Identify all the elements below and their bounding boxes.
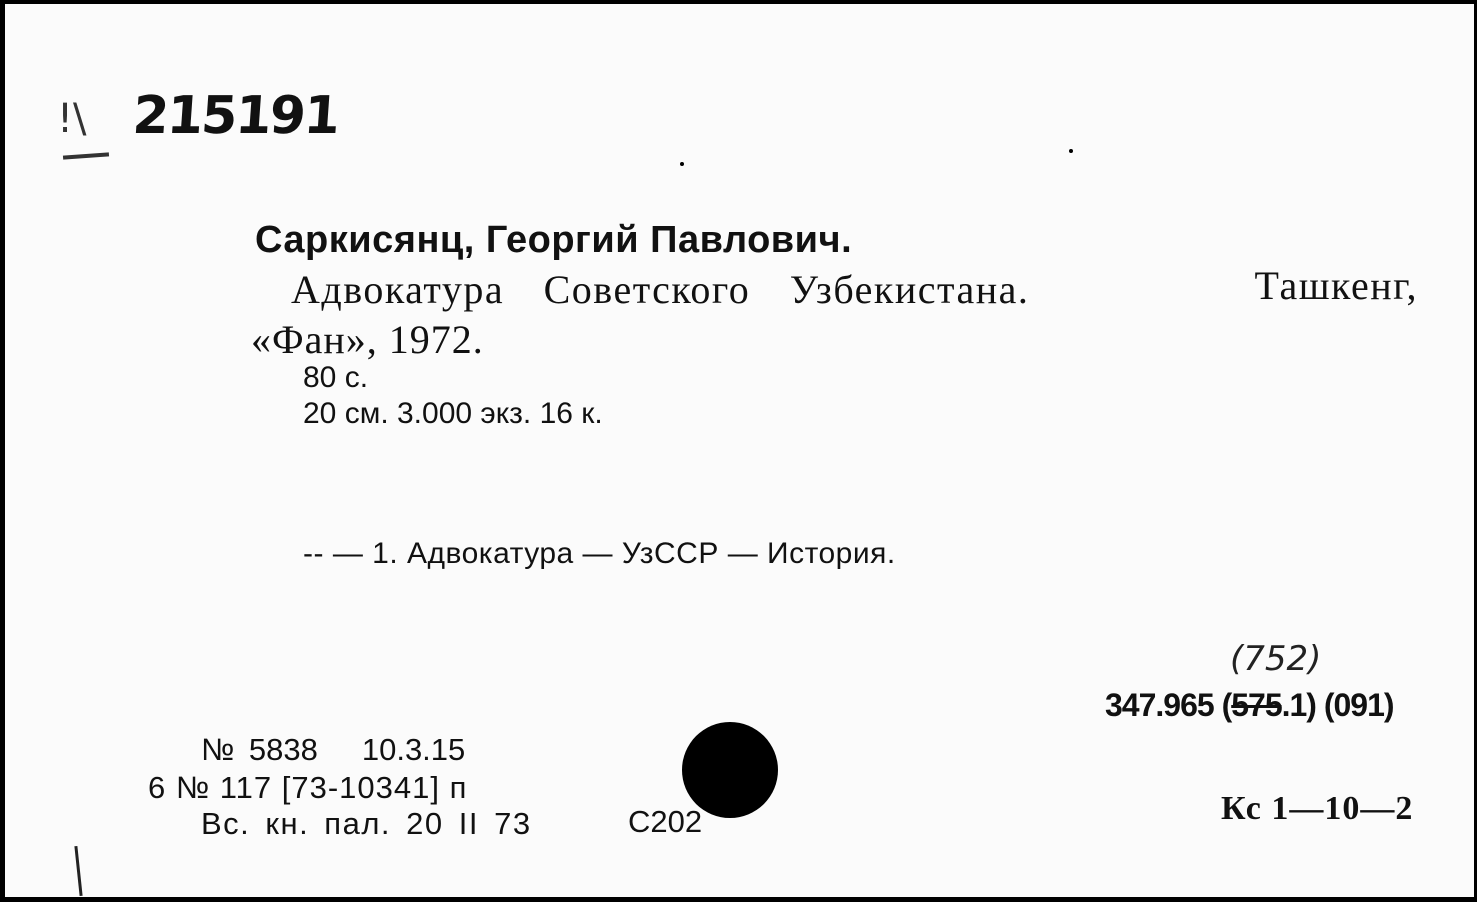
record-date: 10.3.15 — [361, 732, 466, 767]
physical-description: 20 см. 3.000 экз. 16 к. — [303, 397, 603, 430]
record-number: № 5838 — [201, 732, 318, 767]
shelf-code: С202 — [628, 804, 703, 839]
publication-place: Ташкенг, — [1254, 263, 1418, 308]
order-number: 6 № 117 [73-10341] п — [148, 770, 468, 805]
punch-hole — [682, 722, 778, 818]
publisher-year: «Фан», 1972. — [251, 317, 484, 362]
udc-struck-code: 575 — [1231, 687, 1282, 723]
edge-mark — [74, 846, 82, 896]
handwritten-correction: (752) — [1230, 639, 1322, 679]
chamber-date: Вс. кн. пал. 20 II 73 — [201, 806, 532, 841]
handwritten-mark: !\ — [57, 96, 87, 142]
record-line — [201, 732, 465, 768]
book-title: Адвокатура Советского Узбекистана. — [291, 267, 1030, 312]
page-count: 80 с. — [303, 361, 369, 394]
author-heading: Саркисянц, Георгий Павлович. — [255, 219, 853, 261]
kc-code: Кс 1—10—2 — [1221, 790, 1414, 827]
ink-speck — [1069, 149, 1073, 153]
udc-classification — [1105, 687, 1394, 724]
ink-speck — [680, 162, 684, 166]
subject-heading: -- — 1. Адвокатура — УзССР — История. — [303, 537, 896, 570]
udc-suffix: .1) (091) — [1281, 687, 1394, 723]
inventory-number: 215191 — [130, 86, 341, 146]
udc-prefix: 347.965 ( — [1105, 687, 1232, 723]
